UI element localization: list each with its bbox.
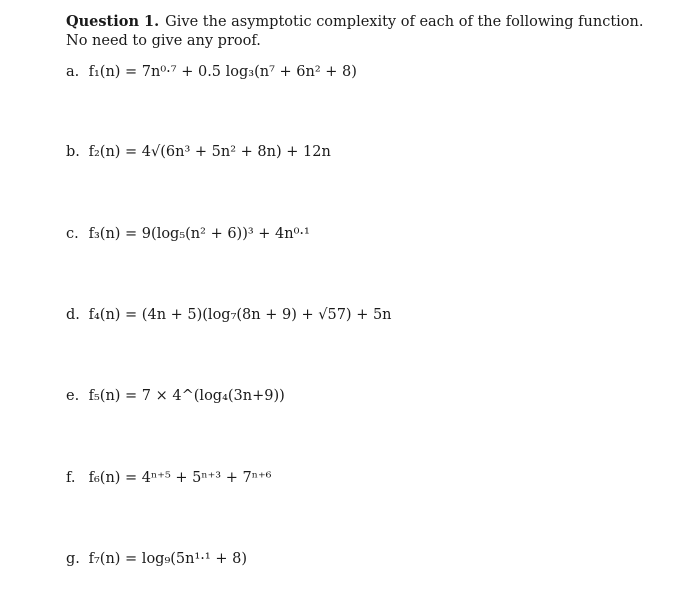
item-letter: d. [66, 307, 80, 323]
item-letter: a. [66, 64, 80, 80]
list-item [66, 305, 392, 325]
item-expression: f₅(n) = 7 × 4^(log₄(3n+9)) [88, 388, 285, 404]
question-header [66, 12, 656, 51]
list-item [66, 386, 285, 406]
item-letter: g. [66, 551, 80, 567]
item-expression: f₂(n) = 4√(6n³ + 5n² + 8n) + 12n [88, 144, 331, 160]
item-expression: f₆(n) = 4ⁿ⁺⁵ + 5ⁿ⁺³ + 7ⁿ⁺⁶ [88, 470, 272, 486]
item-letter: e. [66, 388, 80, 404]
list-item [66, 549, 247, 569]
item-letter: f. [66, 470, 76, 486]
list-item [66, 224, 310, 244]
item-expression: f₄(n) = (4n + 5)(log₇(8n + 9) + √57) + 5n [88, 307, 392, 323]
item-letter: c. [66, 226, 79, 242]
item-expression: f₃(n) = 9(log₅(n² + 6))³ + 4n⁰·¹ [88, 226, 310, 242]
question-number: Question 1. [66, 13, 160, 30]
item-expression: f₁(n) = 7n⁰·⁷ + 0.5 log₃(n⁷ + 6n² + 8) [88, 64, 357, 80]
question-prompt: Give the asymptotic complexity of each of the following function. No need to give any proof. [66, 14, 644, 49]
item-letter: b. [66, 144, 80, 160]
list-item [66, 468, 271, 488]
item-expression: f₇(n) = log₉(5n¹·¹ + 8) [88, 551, 247, 567]
list-item [66, 142, 331, 162]
list-item [66, 62, 357, 82]
